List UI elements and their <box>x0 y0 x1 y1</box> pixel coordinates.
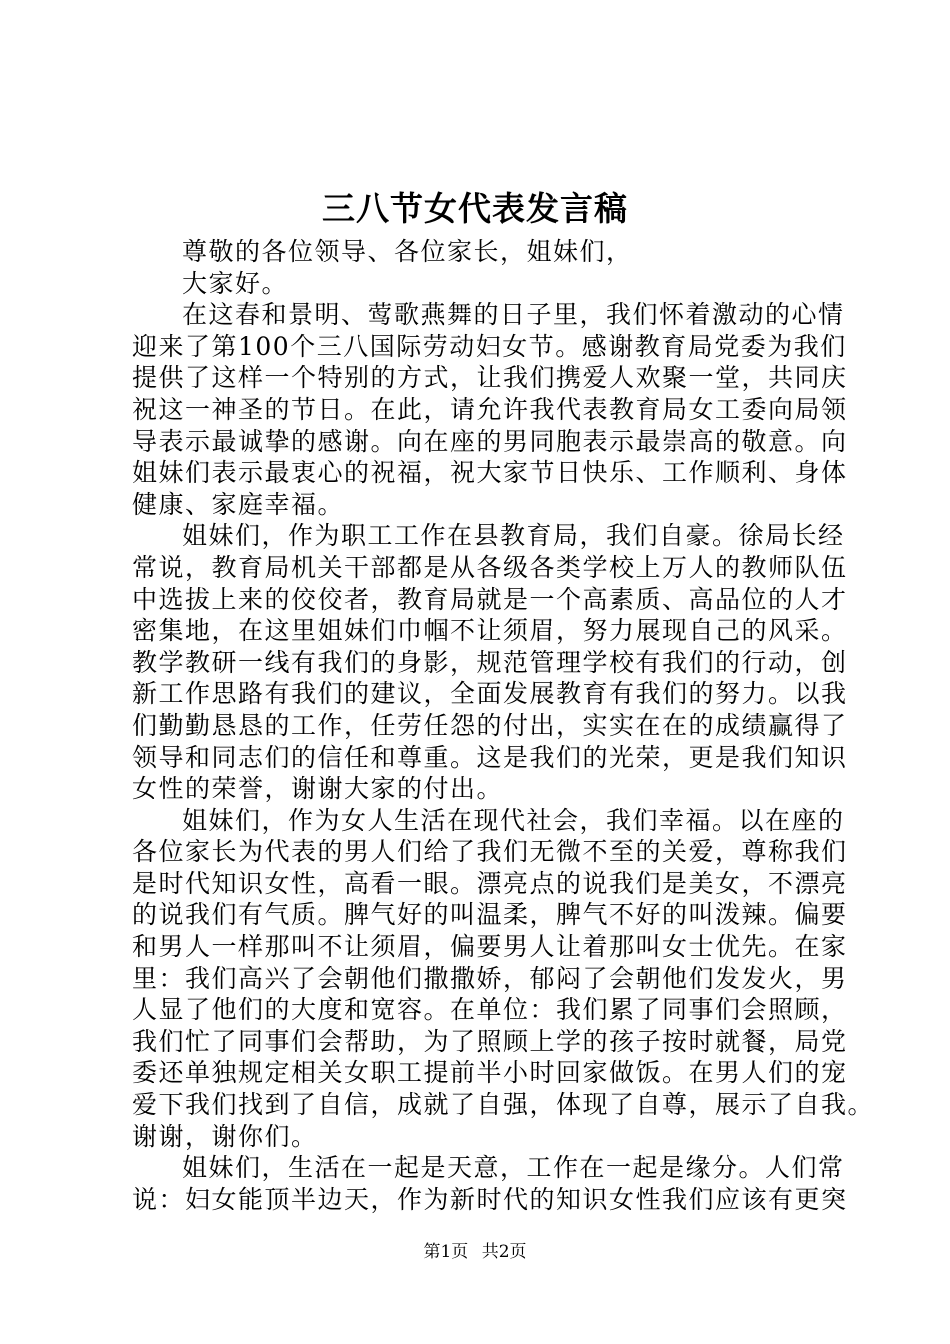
page-footer <box>0 1240 950 1264</box>
document-title: 三八节女代表发言稿 <box>322 189 628 228</box>
paragraph-line: 和男人一样那叫不让须眉，偏要男人让着那叫女士优先。在家 <box>132 932 848 962</box>
paragraph-line: 里：我们高兴了会朝他们撒撒娇，郁闷了会朝他们发发火，男 <box>132 963 848 993</box>
page-total: 共2页 <box>481 1242 527 1262</box>
paragraph-line: 说：妇女能顶半边天，作为新时代的知识女性我们应该有更突 <box>132 1184 848 1214</box>
paragraph-line: 领导和同志们的信任和尊重。这是我们的光荣，更是我们知识 <box>132 742 848 772</box>
paragraph-line: 们勤勤恳恳的工作，任劳任怨的付出，实实在在的成绩赢得了 <box>132 710 848 740</box>
paragraph-line: 大家好。 <box>182 268 289 298</box>
paragraph-line: 姐妹们，作为职工工作在县教育局，我们自豪。徐局长经 <box>182 521 845 551</box>
paragraph-line: 中选拔上来的佼佼者，教育局就是一个高素质、高品位的人才 <box>132 584 848 614</box>
paragraph-line: 常说，教育局机关干部都是从各级各类学校上万人的教师队伍 <box>132 552 848 582</box>
paragraph-line: 姐妹们表示最衷心的祝福，祝大家节日快乐、工作顺利、身体 <box>132 458 848 488</box>
paragraph-line: 迎来了第100个三八国际劳动妇女节。感谢教育局党委为我们 <box>132 331 847 361</box>
paragraph-line: 密集地，在这里姐妹们巾帼不让须眉，努力展现自己的风采。 <box>132 616 848 646</box>
paragraph-line: 谢谢，谢你们。 <box>132 1121 318 1151</box>
paragraph-line: 的说我们有气质。脾气好的叫温柔，脾气不好的叫泼辣。偏要 <box>132 900 848 930</box>
paragraph-line: 提供了这样一个特别的方式，让我们携爱人欢聚一堂，共同庆 <box>132 363 848 393</box>
paragraph-line: 是时代知识女性，高看一眼。漂亮点的说我们是美女，不漂亮 <box>132 868 848 898</box>
paragraph-line: 姐妹们，生活在一起是天意，工作在一起是缘分。人们常 <box>182 1153 845 1183</box>
paragraph-line: 祝这一神圣的节日。在此，请允许我代表教育局女工委向局领 <box>132 394 848 424</box>
paragraph-line: 新工作思路有我们的建议，全面发展教育有我们的努力。以我 <box>132 679 848 709</box>
paragraph-line: 健康、家庭幸福。 <box>132 489 345 519</box>
paragraph-line: 教学教研一线有我们的身影，规范管理学校有我们的行动，创 <box>132 647 848 677</box>
document-body <box>132 236 875 1215</box>
paragraph-line: 各位家长为代表的男人们给了我们无微不至的关爱，尊称我们 <box>132 837 848 867</box>
page-number: 第1页 <box>423 1242 469 1262</box>
paragraph-line: 在这春和景明、莺歌燕舞的日子里，我们怀着激动的心情 <box>182 300 845 330</box>
paragraph-line: 女性的荣誉，谢谢大家的付出。 <box>132 774 504 804</box>
paragraph-line: 人显了他们的大度和宽容。在单位：我们累了同事们会照顾， <box>132 995 848 1025</box>
paragraph-line: 我们忙了同事们会帮助，为了照顾上学的孩子按时就餐，局党 <box>132 1026 848 1056</box>
paragraph-line: 爱下我们找到了自信，成就了自强，体现了自尊，展示了自我。 <box>132 1090 875 1120</box>
paragraph-line: 尊敬的各位领导、各位家长，姐妹们， <box>182 237 633 266</box>
paragraph-line: 委还单独规定相关女职工提前半小时回家做饭。在男人们的宠 <box>132 1058 848 1088</box>
paragraph-line: 姐妹们，作为女人生活在现代社会，我们幸福。以在座的 <box>182 805 845 835</box>
paragraph-line: 导表示最诚挚的感谢。向在座的男同胞表示最崇高的敬意。向 <box>132 426 848 456</box>
